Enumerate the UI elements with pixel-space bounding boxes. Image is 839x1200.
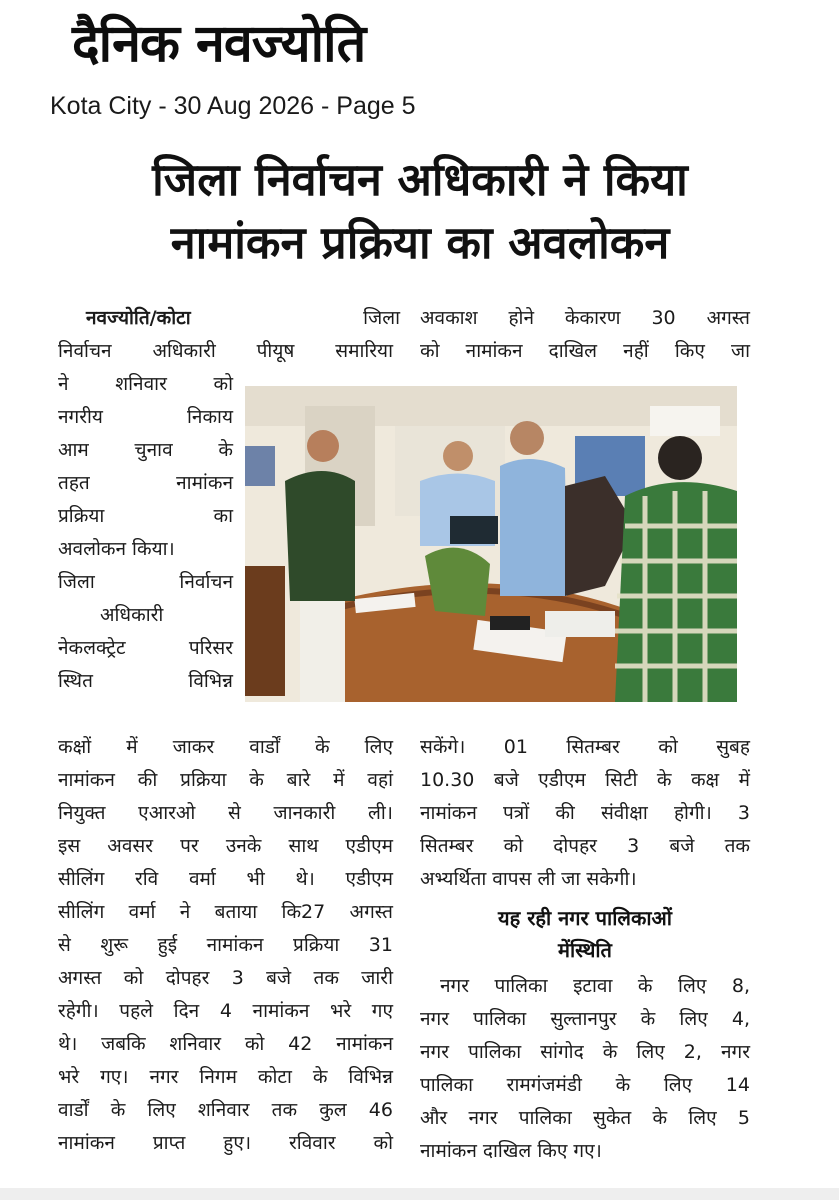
body-line: नगर पालिका इटावा के लिए 8, (440, 975, 750, 997)
office-scene-photo (245, 386, 737, 702)
body-line: अवकाश होने केकारण 30 अगस्त (420, 307, 750, 329)
body-line: थे। जबकि शनिवार को 42 नामांकन (58, 1033, 393, 1055)
dateline: Kota City - 30 Aug 2026 - Page 5 (50, 92, 416, 120)
body-line: अगस्त को दोपहर 3 बजे तक जारी (58, 967, 393, 989)
body-line: जिला निर्वाचन (58, 571, 233, 593)
subheading-line: मेंस्थिति (558, 938, 612, 962)
body-line: तहत नामांकन (58, 472, 233, 494)
article-headline (40, 148, 800, 274)
body-line: नामांकन दाखिल किए गए। (420, 1140, 602, 1162)
body-line: प्रक्रिया का (58, 505, 233, 527)
body-line: नगर पालिका सुल्तानपुर के लिए 4, (420, 1008, 750, 1030)
body-line: नियुक्त एआरओ से जानकारी ली। (58, 802, 393, 824)
body-line: कक्षों में जाकर वार्डों के लिए (58, 736, 393, 758)
byline: नवज्योति/कोटा (86, 307, 191, 329)
page-bottom-strip (0, 1188, 839, 1200)
body-line: भरे गए। नगर निगम कोटा के विभिन्न (58, 1066, 393, 1088)
body-line: नेकलक्ट्रेट परिसर (58, 637, 233, 659)
body-line: आम चुनाव के (58, 439, 233, 461)
body-line: स्थित विभिन्न (58, 670, 233, 692)
body-line: नामांकन की प्रक्रिया के बारे में वहां (58, 769, 393, 791)
photo-illustration (245, 386, 737, 702)
body-line: सकेंगे। 01 सितम्बर को सुबह (420, 736, 750, 758)
body-line: अवलोकन किया। (58, 538, 175, 560)
body-line: और नगर पालिका सुकेत के लिए 5 (420, 1107, 750, 1129)
body-line: ने शनिवार को (58, 373, 233, 395)
body-line: नगरीय निकाय (58, 406, 233, 428)
body-line: को नामांकन दाखिल नहीं किए जा (420, 340, 750, 362)
body-line: नामांकन पत्रों की संवीक्षा होगी। 3 (420, 802, 750, 824)
body-line: निर्वाचन अधिकारी पीयूष समारिया (58, 340, 393, 362)
subheading-line: यह रही नगर पालिकाओं (498, 906, 672, 930)
body-line: जिला (363, 307, 400, 329)
body-line: पालिका रामगंजमंडी के लिए 14 (420, 1074, 750, 1096)
body-line: सीलिंग रवि वर्मा भी थे। एडीएम (58, 868, 393, 890)
body-line: 10.30 बजे एडीएम सिटी के कक्ष में (420, 769, 750, 791)
body-line: अधिकारी (100, 604, 164, 626)
body-line: नामांकन प्राप्त हुए। रविवार को (58, 1132, 393, 1154)
body-line: सितम्बर को दोपहर 3 बजे तक (420, 835, 750, 857)
newspaper-masthead: दैनिक नवज्योति (72, 14, 366, 74)
body-line: इस अवसर पर उनके साथ एडीएम (58, 835, 393, 857)
body-line: नगर पालिका सांगोद के लिए 2, नगर (420, 1041, 750, 1063)
headline-line-2: नामांकन प्रक्रिया का अवलोकन (170, 216, 670, 269)
body-line: वार्डों के लिए शनिवार तक कुल 46 (58, 1099, 393, 1121)
body-line: अभ्यर्थिता वापस ली जा सकेगी। (420, 868, 637, 890)
body-line: से शुरू हुई नामांकन प्रक्रिया 31 (58, 934, 393, 956)
headline-line-1: जिला निर्वाचन अधिकारी ने किया (152, 153, 688, 206)
body-line: रहेगी। पहले दिन 4 नामांकन भरे गए (58, 1000, 393, 1022)
body-line: सीलिंग वर्मा ने बताया कि27 अगस्त (58, 901, 393, 923)
